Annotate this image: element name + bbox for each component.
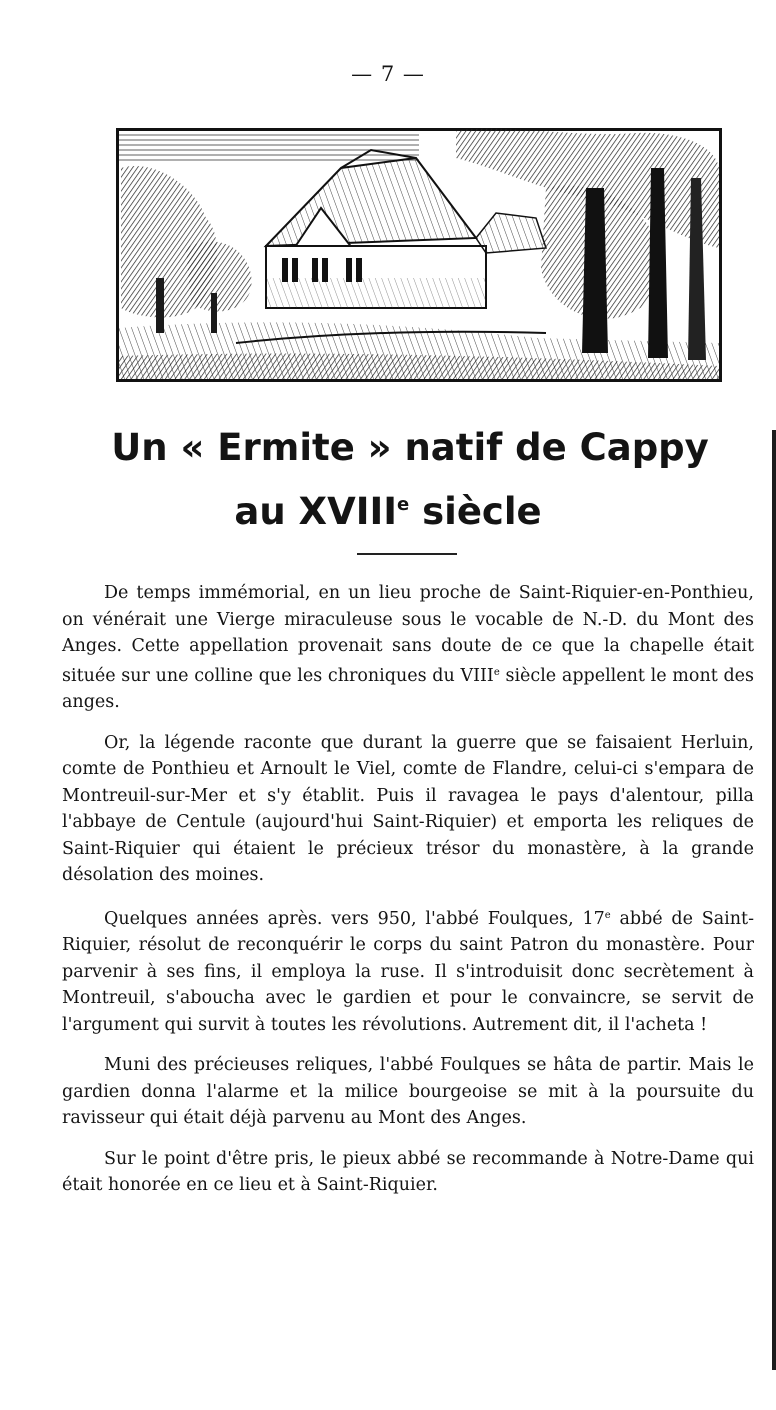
title-divider	[357, 553, 457, 555]
title-line-1: Un « Ermite » natif de Cappy	[111, 426, 709, 469]
article-title	[0, 420, 776, 541]
paragraph: Or, la légende raconte que durant la guerre que se faisaient Herluin, comte de Ponthieu et Arnoult le Viel, comte de Flandre, celui-ci s'empara de Montreuil-sur-Mer et s'y établit. Puis il ravagea le pays d'alentour, pilla l'abbaye de Centule (aujourd'hui Saint-Riquier) et emporta les reliques de Saint-Riquier qui étaient le précieux trésor du monastère, à la grande désolation des moines.	[62, 732, 754, 885]
article-body	[62, 580, 754, 1213]
page-edge-shadow	[772, 430, 776, 1370]
paragraph: De temps immémorial, en un lieu proche de Saint-Riquier-en-Ponthieu, on vénérait une Vierge miraculeuse sous le vocable de N.-D. du Mont des Anges. Cette appellation provenait sans doute de ce que la chapelle était située sur une colline que les chroniques du VIIIe siècle appellent le mont des anges.	[62, 583, 754, 712]
paragraph: Quelques années après. vers 950, l'abbé Foulques, 17e abbé de Saint-Riquier, résolut de reconquérir le corps du saint Patron du monastère. Pour parvenir à ses fins, il employa la ruse. Il s'introduisit donc secrètement à Montreuil, s'aboucha avec le gardien et pour le convaincre, se servit de l'argument qui survit à toutes les révolutions. Autrement dit, il l'acheta !	[62, 908, 754, 1035]
chapel-illustration	[116, 128, 722, 382]
page-number: — 7 —	[351, 62, 425, 86]
paragraph: Muni des précieuses reliques, l'abbé Foulques se hâta de partir. Mais le gardien donna l'alarme et la milice bourgeoise se mit à la poursuite du ravisseur qui était déjà parvenu au Mont des Anges.	[62, 1055, 754, 1128]
title-line-2: au XVIIIe siècle	[234, 490, 542, 533]
paragraph: Sur le point d'être pris, le pieux abbé se recommande à Notre-Dame qui était honorée en ce lieu et à Saint-Riquier.	[62, 1148, 754, 1195]
